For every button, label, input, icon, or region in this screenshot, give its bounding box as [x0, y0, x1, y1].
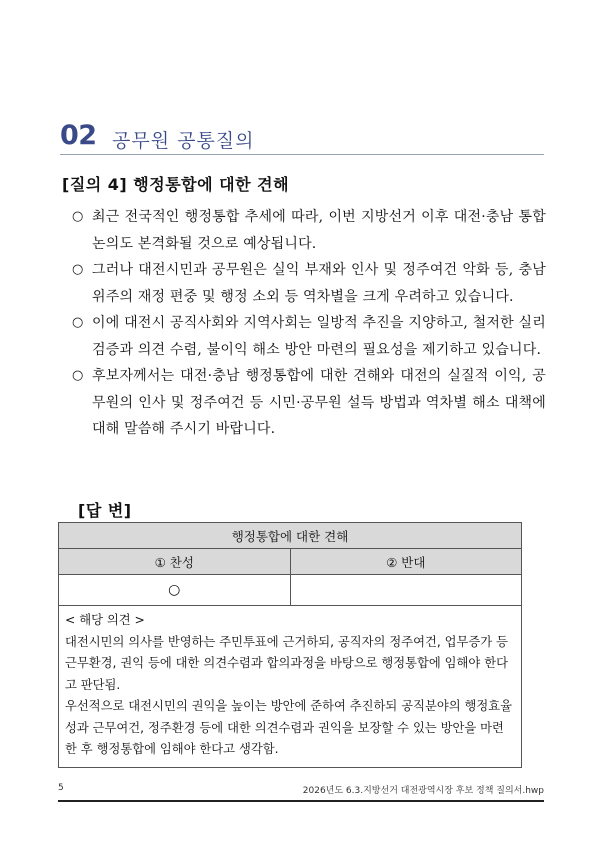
circle-bullet-icon: ○ [72, 262, 84, 277]
option-disagree: ② 반대 [290, 549, 522, 575]
circle-bullet-icon: ○ [72, 368, 84, 383]
section-header [60, 120, 544, 155]
answer-heading: [답 변] [78, 501, 132, 520]
opinion-row [59, 606, 522, 768]
footer-page-number: 5 [58, 783, 64, 793]
opinion-cell [59, 606, 522, 768]
bullet-item [70, 310, 546, 363]
question-heading: [질의 4] 행정통합에 대한 견해 [62, 175, 290, 194]
options-row [59, 549, 522, 575]
option-agree: ① 찬성 [59, 549, 291, 575]
opinion-paragraph: 우선적으로 대전시민의 권익을 높이는 방안에 준하여 추진하되 공직분야의 행정효율성과 근무여건, 정주환경 등에 대한 의견수렴과 권익을 보장할 수 있는 방안을 마련한 후 행정통합에 임해야 한다고 생각함. [65, 699, 513, 756]
bullet-text: 후보자께서는 대전·충남 행정통합에 대한 견해와 대전의 실질적 이익, 공무원의 인사 및 정주여건 등 시민·공무원 설득 방법과 역차별 해소 대책에 대해 말씀해 주시기 바랍니다. [92, 368, 546, 437]
table-title: 행정통합에 대한 견해 [59, 523, 522, 549]
bullet-text: 이에 대전시 공직사회와 지역사회는 일방적 추진을 지양하고, 철저한 실리 검증과 의견 수렴, 불이익 해소 방안 마련의 필요성을 제기하고 있습니다. [92, 315, 546, 358]
answer-table [58, 522, 522, 768]
section-number: 02 [60, 120, 97, 151]
opinion-label: < 해당 의견 > [65, 613, 145, 627]
disagree-selection-cell [290, 575, 522, 606]
agree-selection-cell: ○ [59, 575, 291, 606]
circle-bullet-icon: ○ [72, 209, 84, 224]
footer-rule [58, 800, 544, 802]
footer-file-name: 2026년도 6.3.지방선거 대전광역시장 후보 정책 질의서.hwp [302, 786, 544, 796]
bullet-text: 최근 전국적인 행정통합 추세에 따라, 이번 지방선거 이후 대전·충남 통합 논의도 본격화될 것으로 예상됩니다. [92, 209, 546, 252]
bullet-text: 그러나 대전시민과 공무원은 실익 부재와 인사 및 정주여건 악화 등, 충남 위주의 재정 편중 및 행정 소외 등 역차별을 크게 우려하고 있습니다. [92, 262, 546, 305]
section-title: 공무원 공통질의 [112, 130, 255, 152]
bullet-item [70, 204, 546, 257]
bullet-item [70, 257, 546, 310]
question-bullets [70, 204, 546, 443]
bullet-item [70, 363, 546, 443]
selection-row [59, 575, 522, 606]
circle-bullet-icon: ○ [72, 315, 84, 330]
opinion-paragraph: 대전시민의 의사를 반영하는 주민투표에 근거하되, 공직자의 정주여건, 업무증가 등 근무환경, 권익 등에 대한 의견수렴과 합의과정을 바탕으로 행정통합에 임해야 한다고 판단됨. [65, 634, 508, 692]
table-title-row [59, 523, 522, 549]
